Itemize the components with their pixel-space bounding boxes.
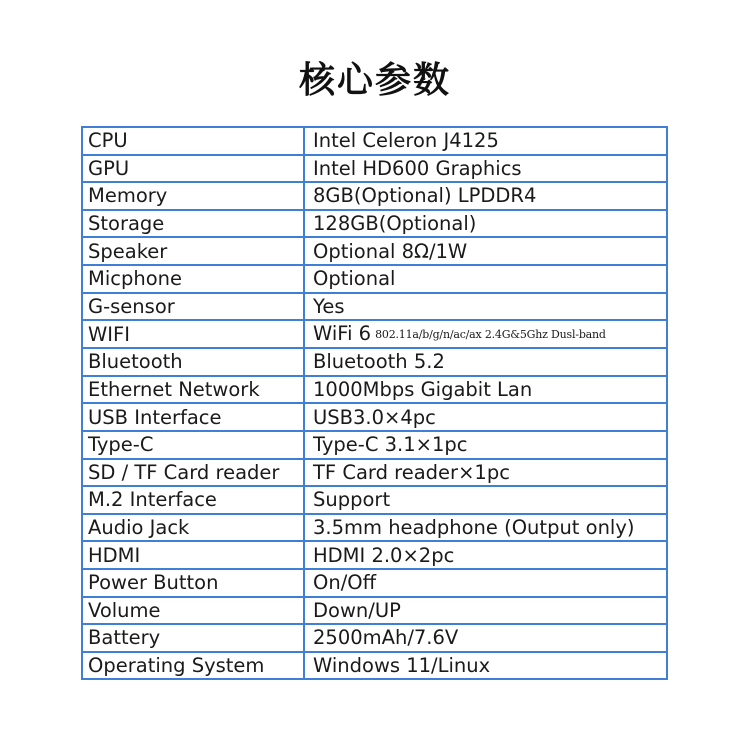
spec-value-cell (304, 569, 667, 597)
spec-value-cell (304, 182, 667, 210)
spec-label: Operating System (82, 652, 304, 680)
spec-row (82, 376, 667, 404)
spec-value-cell (304, 459, 667, 487)
spec-row (82, 237, 667, 265)
spec-value: Yes (313, 294, 345, 318)
spec-label: Volume (82, 597, 304, 625)
spec-value: Support (313, 488, 391, 512)
spec-value-cell (304, 293, 667, 321)
spec-value: Down/UP (313, 598, 401, 622)
spec-value-cell (304, 210, 667, 238)
spec-label: Ethernet Network (82, 376, 304, 404)
spec-row (82, 320, 667, 348)
spec-value-cell (304, 652, 667, 680)
spec-value: Windows 11/Linux (313, 653, 491, 677)
spec-value-cell (304, 348, 667, 376)
spec-table (81, 126, 668, 680)
spec-value: WiFi 6 (313, 322, 372, 346)
spec-label: Speaker (82, 237, 304, 265)
spec-value: Optional (313, 267, 396, 291)
spec-row (82, 624, 667, 652)
spec-value: 1000Mbps Gigabit Lan (313, 378, 533, 402)
spec-value-cell (304, 265, 667, 293)
spec-row (82, 514, 667, 542)
spec-row (82, 569, 667, 597)
spec-value: On/Off (313, 571, 377, 595)
spec-value: USB3.0×4pc (313, 405, 436, 429)
spec-value-cell (304, 486, 667, 514)
spec-value-cell (304, 597, 667, 625)
spec-value-cell (304, 127, 667, 155)
spec-row (82, 597, 667, 625)
spec-label: Storage (82, 210, 304, 238)
spec-value: 3.5mm headphone (Output only) (313, 516, 635, 540)
spec-label: HDMI (82, 541, 304, 569)
spec-value-cell (304, 624, 667, 652)
spec-label: CPU (82, 127, 304, 155)
spec-value: 2500mAh/7.6V (313, 626, 459, 650)
spec-label: WIFI (82, 320, 304, 348)
spec-row (82, 486, 667, 514)
spec-value: Intel Celeron J4125 (313, 129, 499, 153)
spec-label: Battery (82, 624, 304, 652)
spec-value-cell (304, 155, 667, 183)
spec-value: Optional 8Ω/1W (313, 239, 468, 263)
spec-row (82, 127, 667, 155)
spec-label: GPU (82, 155, 304, 183)
spec-row (82, 182, 667, 210)
spec-value-cell (304, 514, 667, 542)
spec-value-cell (304, 541, 667, 569)
spec-value: 8GB(Optional) LPDDR4 (313, 184, 537, 208)
spec-label: M.2 Interface (82, 486, 304, 514)
spec-row (82, 348, 667, 376)
spec-label: Power Button (82, 569, 304, 597)
spec-row (82, 265, 667, 293)
spec-row (82, 293, 667, 321)
spec-row (82, 431, 667, 459)
spec-value: TF Card reader×1pc (313, 460, 510, 484)
spec-value-cell (304, 403, 667, 431)
spec-value-cell (304, 320, 667, 348)
spec-value: HDMI 2.0×2pc (313, 543, 455, 567)
spec-value: 128GB(Optional) (313, 212, 477, 236)
spec-label: Bluetooth (82, 348, 304, 376)
spec-value: Bluetooth 5.2 (313, 350, 445, 374)
spec-row (82, 210, 667, 238)
spec-row (82, 541, 667, 569)
spec-value: Type-C 3.1×1pc (313, 433, 468, 457)
spec-value-cell (304, 431, 667, 459)
spec-label: Micphone (82, 265, 304, 293)
spec-label: Audio Jack (82, 514, 304, 542)
spec-label: Type-C (82, 431, 304, 459)
spec-value: Intel HD600 Graphics (313, 156, 522, 180)
spec-value-cell (304, 237, 667, 265)
spec-value-cell (304, 376, 667, 404)
spec-row (82, 652, 667, 680)
page-title: 核心参数 (298, 60, 451, 101)
spec-table-body (82, 127, 667, 679)
spec-row (82, 403, 667, 431)
spec-row (82, 459, 667, 487)
spec-label: G-sensor (82, 293, 304, 321)
spec-label: Memory (82, 182, 304, 210)
spec-value-note: 802.11a/b/g/n/ac/ax 2.4G&5Ghz Dusl-band (375, 328, 606, 342)
spec-label: SD / TF Card reader (82, 459, 304, 487)
spec-label: USB Interface (82, 403, 304, 431)
spec-row (82, 155, 667, 183)
